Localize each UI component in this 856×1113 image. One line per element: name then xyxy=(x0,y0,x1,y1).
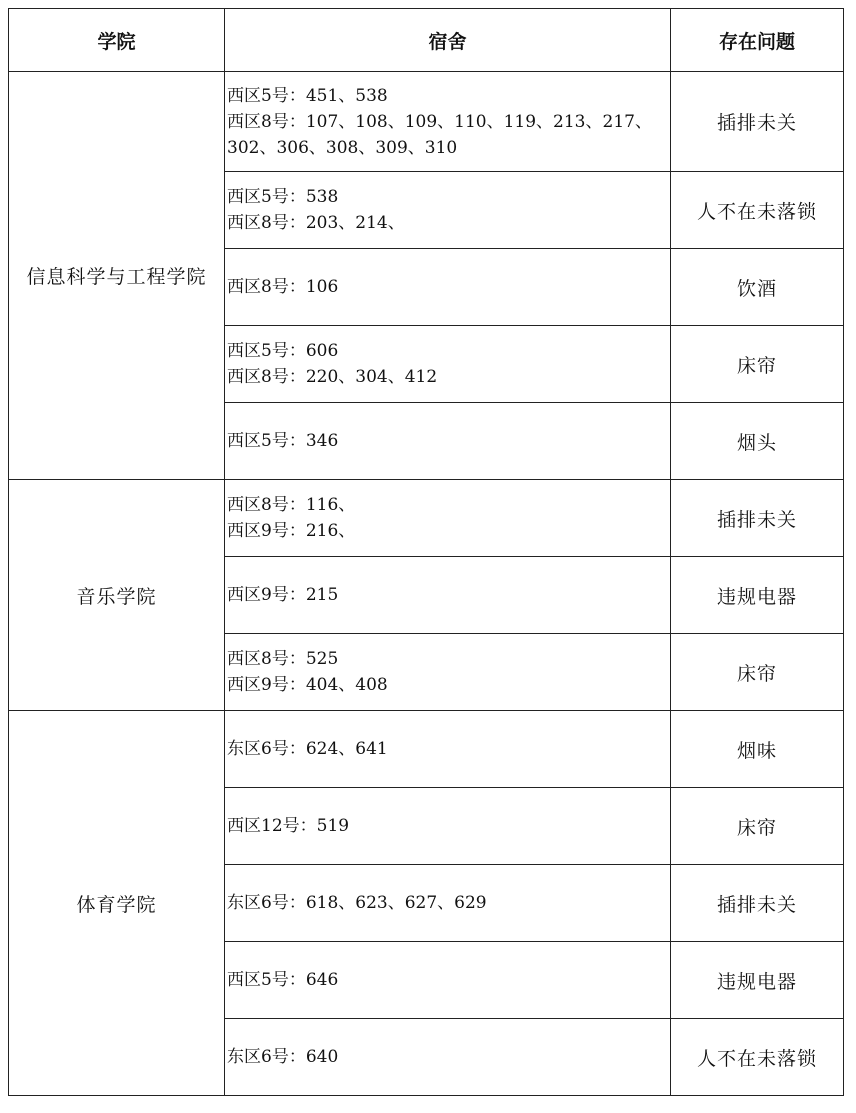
dorm-cell xyxy=(225,1019,671,1096)
dorm-line: 西区5号：606 xyxy=(227,341,339,361)
problem-cell: 人不在未落锁 xyxy=(671,172,844,249)
dorm-cell xyxy=(225,249,671,326)
problem-cell: 插排未关 xyxy=(671,72,844,172)
problem-cell: 饮酒 xyxy=(671,249,844,326)
table-row xyxy=(9,72,844,172)
dorm-line: 东区6号：618、623、627、629 xyxy=(227,893,487,913)
dorm-line: 西区8号：203、214、 xyxy=(227,213,405,233)
dorm-cell xyxy=(225,172,671,249)
college-cell: 体育学院 xyxy=(9,711,225,1096)
problem-cell: 烟味 xyxy=(671,711,844,788)
dorm-cell xyxy=(225,72,671,172)
problem-cell: 插排未关 xyxy=(671,865,844,942)
header-dorm: 宿舍 xyxy=(225,9,671,72)
dorm-line: 东区6号：624、641 xyxy=(227,739,388,759)
problem-cell: 烟头 xyxy=(671,403,844,480)
problem-cell: 违规电器 xyxy=(671,557,844,634)
header-college: 学院 xyxy=(9,9,225,72)
problem-cell: 人不在未落锁 xyxy=(671,1019,844,1096)
dorm-line: 西区8号：106 xyxy=(227,277,339,297)
problem-cell: 床帘 xyxy=(671,326,844,403)
problem-cell: 违规电器 xyxy=(671,942,844,1019)
dorm-line: 西区5号：646 xyxy=(227,970,339,990)
dorm-cell xyxy=(225,788,671,865)
problem-cell: 插排未关 xyxy=(671,480,844,557)
dorm-cell xyxy=(225,403,671,480)
dorm-cell xyxy=(225,326,671,403)
dorm-cell xyxy=(225,557,671,634)
table-row xyxy=(9,480,844,557)
dorm-line: 西区8号：107、108、109、110、119、213、217、302、306、308、309、310 xyxy=(227,111,652,158)
dorm-cell xyxy=(225,865,671,942)
college-cell: 音乐学院 xyxy=(9,480,225,711)
problem-cell: 床帘 xyxy=(671,788,844,865)
dorm-cell xyxy=(225,711,671,788)
dorm-line: 西区5号：451、538 xyxy=(227,85,388,106)
dorm-line: 西区8号：116、 xyxy=(227,495,356,515)
dorm-inspection-table xyxy=(8,8,844,1096)
dorm-line: 西区5号：538 xyxy=(227,187,339,207)
dorm-line: 西区12号：519 xyxy=(227,816,350,836)
dorm-cell xyxy=(225,634,671,711)
dorm-line: 西区9号：216、 xyxy=(227,521,356,541)
problem-cell: 床帘 xyxy=(671,634,844,711)
dorm-line: 西区8号：220、304、412 xyxy=(227,367,438,387)
college-cell: 信息科学与工程学院 xyxy=(9,72,225,480)
table-row xyxy=(9,711,844,788)
table-body xyxy=(9,72,844,1096)
header-problem: 存在问题 xyxy=(671,9,844,72)
table-header-row xyxy=(9,9,844,72)
dorm-line: 西区9号：404、408 xyxy=(227,675,388,695)
dorm-line: 西区5号：346 xyxy=(227,431,339,451)
dorm-cell xyxy=(225,942,671,1019)
dorm-line: 西区8号：525 xyxy=(227,649,339,669)
dorm-cell xyxy=(225,480,671,557)
dorm-line: 东区6号：640 xyxy=(227,1047,339,1067)
dorm-line: 西区9号：215 xyxy=(227,585,339,605)
